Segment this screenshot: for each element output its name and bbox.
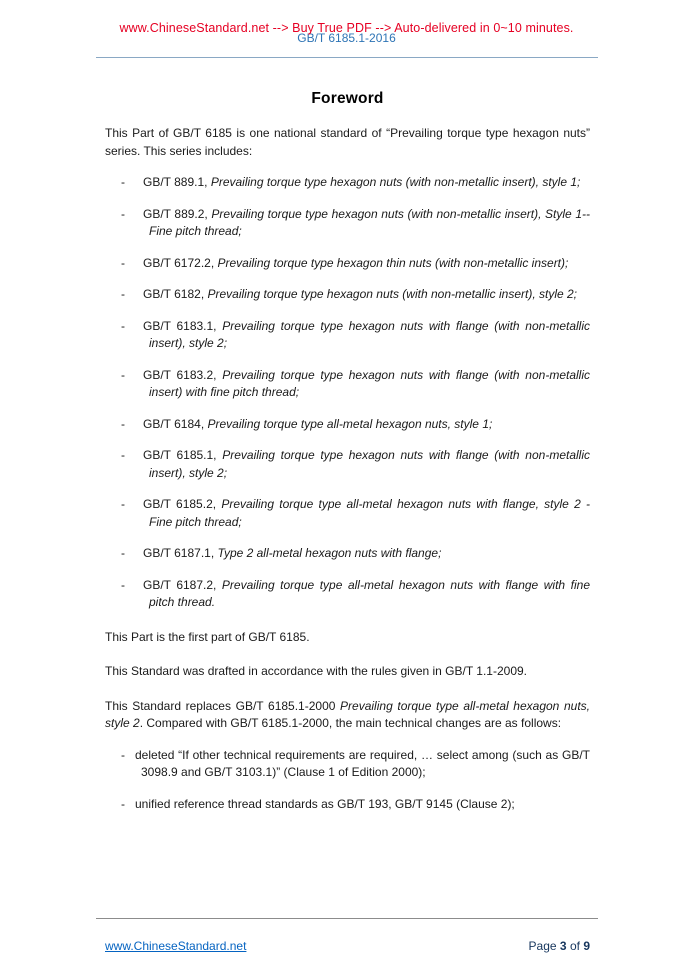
paragraph-replaces-pre: This Standard replaces GB/T 6185.1-2000 xyxy=(105,698,341,713)
standards-list xyxy=(105,174,590,612)
bullet-dash: - xyxy=(121,546,125,560)
bullet-dash: - xyxy=(121,796,125,811)
standard-code: GB/T 6185.2, xyxy=(143,497,217,511)
list-item xyxy=(105,447,590,482)
page-current: 3 xyxy=(559,939,567,953)
bullet-dash: - xyxy=(121,416,125,431)
changes-list xyxy=(105,747,590,814)
standard-code: GB/T 6185.1, xyxy=(143,448,217,462)
bullet-dash: - xyxy=(121,448,125,462)
list-item xyxy=(105,286,590,304)
standard-code: GB/T 6183.1, xyxy=(143,318,217,333)
standard-title: Prevailing torque type all-metal hexagon nuts with flange, style 2 - Fine pitch thread; xyxy=(149,497,590,529)
change-text: deleted “If other technical requirements are required, … select among (such as GB/T 3098.9 and GB/T 3103.1)” (Clause 1 of Edition 2000); xyxy=(135,747,590,779)
page-of-label: of xyxy=(569,939,580,953)
page-header xyxy=(0,0,693,62)
standard-code: GB/T 6187.1, xyxy=(143,546,215,560)
footer-divider xyxy=(96,918,598,919)
list-item xyxy=(105,747,590,782)
standard-title: Prevailing torque type hexagon nuts (with non-metallic insert), style 1; xyxy=(210,175,581,189)
standard-title: Prevailing torque type all-metal hexagon nuts with flange with fine pitch thread. xyxy=(149,577,591,609)
paragraph-replaces xyxy=(105,698,590,733)
list-item xyxy=(105,255,590,273)
paragraph-first-part: This Part is the first part of GB/T 6185. xyxy=(105,629,310,644)
document-content xyxy=(0,90,693,813)
list-item xyxy=(105,545,590,563)
document-number: GB/T 6185.1-2016 xyxy=(297,31,396,45)
bullet-dash: - xyxy=(121,497,125,511)
standard-code: GB/T 6172.2, xyxy=(143,255,215,270)
standard-title: Prevailing torque type hexagon thin nuts (with non-metallic insert); xyxy=(217,255,569,270)
standard-code: GB/T 6182, xyxy=(143,287,205,301)
standard-title: Type 2 all-metal hexagon nuts with flange; xyxy=(217,546,442,560)
standard-title: Prevailing torque type all-metal hexagon nuts, style 1; xyxy=(207,416,493,431)
list-item xyxy=(105,367,590,402)
bullet-dash: - xyxy=(121,577,125,592)
standard-code: GB/T 889.1, xyxy=(143,175,208,189)
bullet-dash: - xyxy=(121,367,125,382)
promo-banner-text: www.ChineseStandard.net --> Buy True PDF --> Auto-delivered in 0~10 minutes. xyxy=(119,21,574,35)
footer-website-link[interactable]: www.ChineseStandard.net xyxy=(105,939,247,953)
standard-code: GB/T 6187.2, xyxy=(143,577,217,592)
list-item xyxy=(105,174,590,192)
bullet-dash: - xyxy=(121,318,125,333)
bullet-dash: - xyxy=(121,747,125,762)
list-item xyxy=(105,577,590,612)
standard-title: Prevailing torque type hexagon nuts (with non-metallic insert), Style 1--Fine pitch thread; xyxy=(149,206,590,238)
standard-code: GB/T 6183.2, xyxy=(143,367,217,382)
list-item xyxy=(105,318,590,353)
change-text: unified reference thread standards as GB/T 193, GB/T 9145 (Clause 2); xyxy=(135,796,515,811)
header-divider xyxy=(96,57,598,58)
intro-paragraph: This Part of GB/T 6185 is one national standard of “Prevailing torque type hexagon nuts” series. This series includes: xyxy=(105,126,590,158)
standard-code: GB/T 6184, xyxy=(143,416,205,431)
list-item xyxy=(105,496,590,531)
bullet-dash: - xyxy=(121,287,125,301)
page-total: 9 xyxy=(583,939,590,953)
standard-code: GB/T 889.2, xyxy=(143,206,208,221)
standard-title: Prevailing torque type hexagon nuts with flange (with non-metallic insert) with fine pitch thread; xyxy=(149,367,590,399)
page-indicator xyxy=(529,939,590,953)
paragraph-drafted: This Standard was drafted in accordance with the rules given in GB/T 1.1-2009. xyxy=(105,664,528,678)
standard-title: Prevailing torque type hexagon nuts (with non-metallic insert), style 2; xyxy=(207,287,578,301)
standard-title: Prevailing torque type hexagon nuts with flange (with non-metallic insert), style 2; xyxy=(149,448,590,480)
page-footer xyxy=(105,939,590,953)
paragraph-replaces-italic: Prevailing torque type all-metal hexagon nuts, style 2 xyxy=(105,698,590,730)
list-item xyxy=(105,416,590,434)
list-item xyxy=(105,206,590,241)
list-item xyxy=(105,796,590,814)
page-label: Page xyxy=(528,939,557,953)
paragraph-replaces-post: . Compared with GB/T 6185.1-2000, the main technical changes are as follows: xyxy=(139,716,562,730)
standard-title: Prevailing torque type hexagon nuts with flange (with non-metallic insert), style 2; xyxy=(149,318,590,350)
bullet-dash: - xyxy=(121,206,125,221)
bullet-dash: - xyxy=(121,255,125,270)
bullet-dash: - xyxy=(121,175,125,189)
page-title: Foreword xyxy=(311,90,384,107)
